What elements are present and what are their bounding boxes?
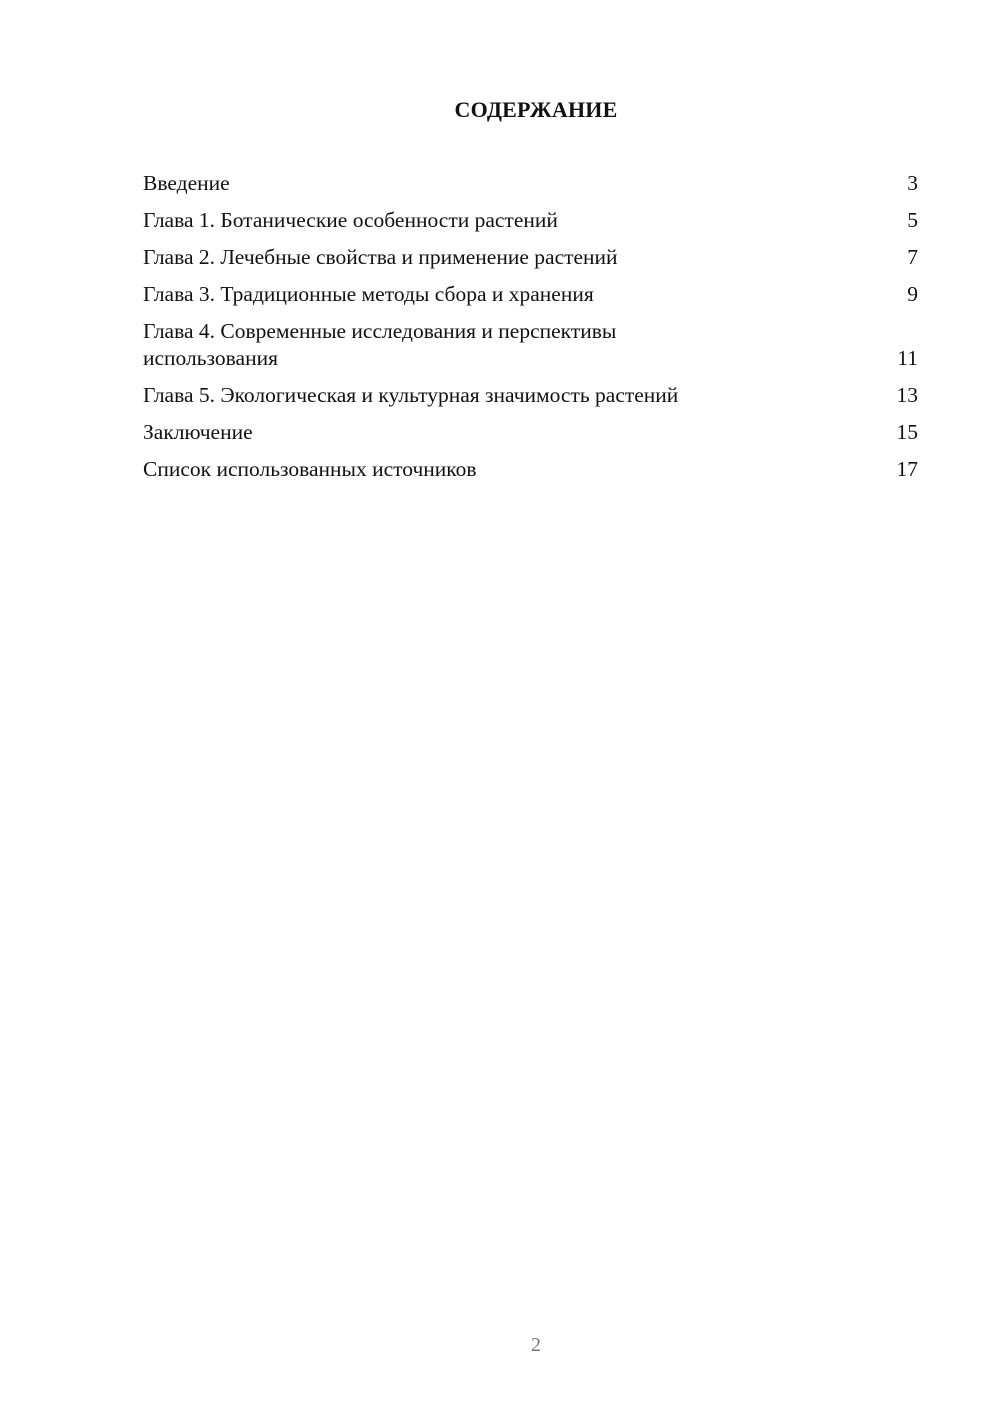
toc-entry-references: [143, 456, 918, 483]
toc-entry-page: 9: [907, 282, 918, 306]
toc-entry-label: Глава 5. Экологическая и культурная значимость растений: [143, 383, 679, 407]
toc-entry-chapter-5: [143, 382, 918, 409]
toc-entry-label: Введение: [143, 171, 230, 195]
toc-entry-chapter-3: [143, 281, 918, 308]
toc-entry-page: 11: [897, 346, 918, 370]
toc-entry-page: 7: [907, 245, 918, 269]
table-of-contents: [143, 170, 918, 493]
page-title: СОДЕРЖАНИЕ: [454, 97, 618, 122]
toc-entry-label: Заключение: [143, 420, 253, 444]
toc-entry-label: Глава 3. Традиционные методы сбора и хранения: [143, 282, 594, 306]
toc-entry-label: Глава 1. Ботанические особенности растений: [143, 208, 558, 232]
toc-entry-page: 13: [896, 383, 918, 407]
toc-entry-label: Список использованных источников: [143, 457, 477, 481]
page-number: 2: [531, 1334, 541, 1356]
toc-entry-page: 3: [907, 171, 918, 195]
toc-entry-label: Глава 2. Лечебные свойства и применение растений: [143, 245, 618, 269]
toc-entry-chapter-1: [143, 207, 918, 234]
toc-entry-chapter-4: [143, 318, 918, 372]
toc-entry-conclusion: [143, 419, 918, 446]
toc-entry-introduction: [143, 170, 918, 197]
toc-entry-chapter-2: [143, 244, 918, 271]
toc-entry-page: 5: [907, 208, 918, 232]
toc-entry-label: Глава 4. Современные исследования и перспективы использования: [143, 319, 617, 370]
toc-entry-page: 15: [896, 420, 918, 444]
toc-entry-page: 17: [896, 457, 918, 481]
